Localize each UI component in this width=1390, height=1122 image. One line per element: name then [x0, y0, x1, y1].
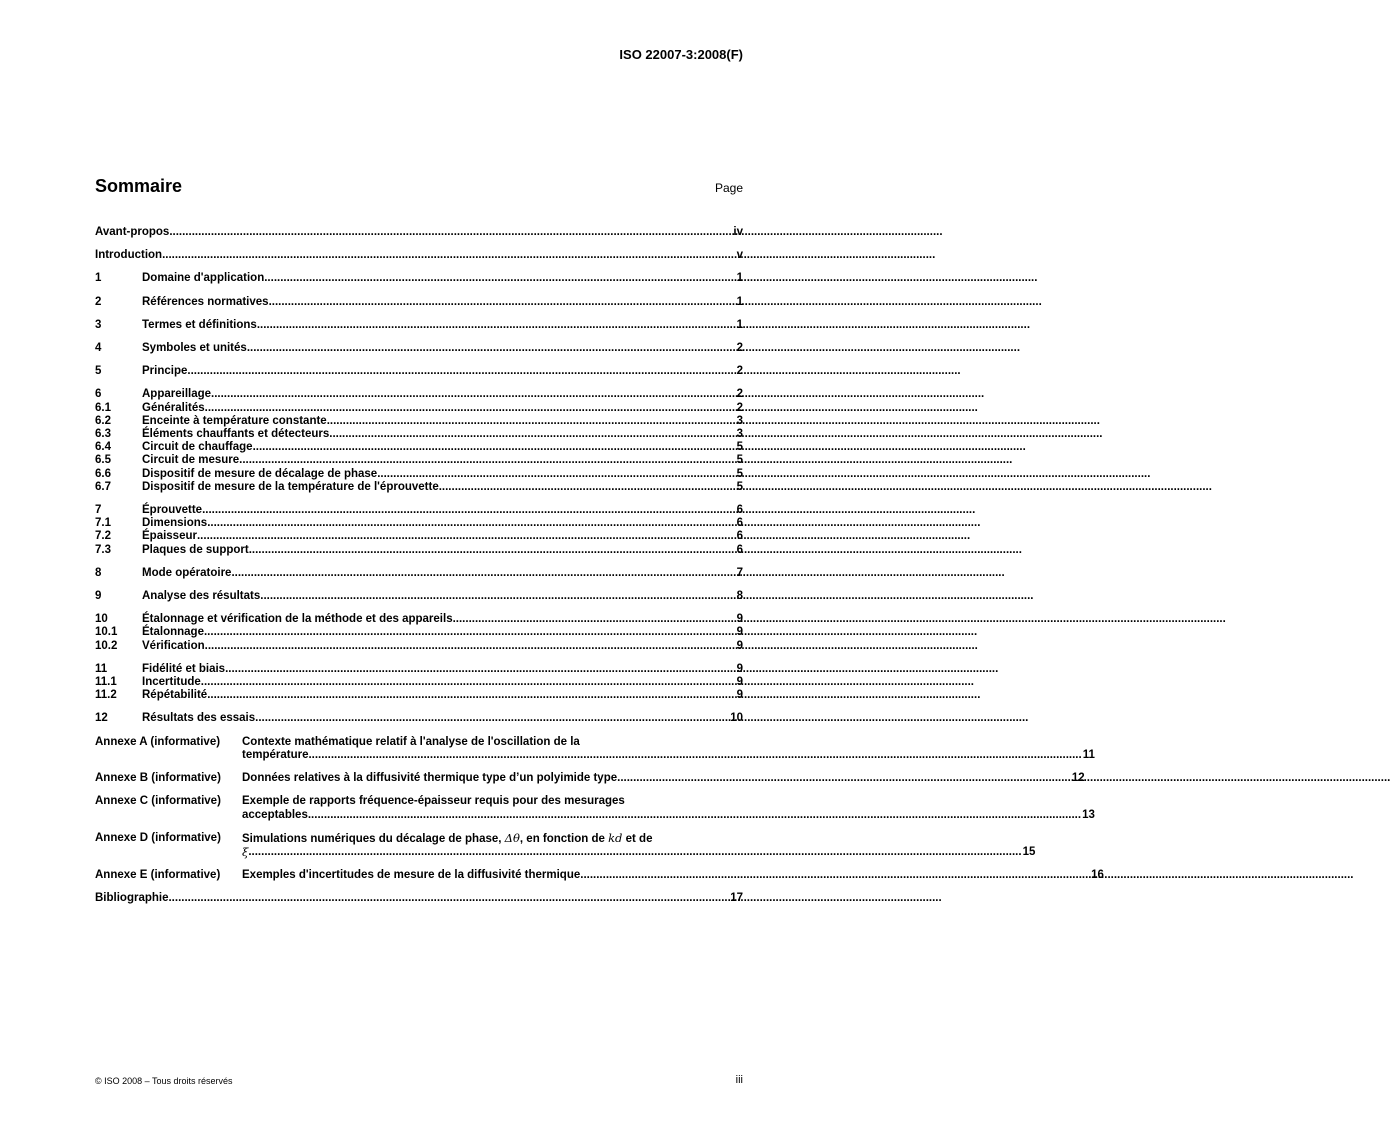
table-of-contents — [95, 226, 1104, 916]
toc-leader-dots — [249, 544, 736, 557]
toc-leader-dots — [162, 249, 736, 262]
toc-group — [95, 319, 743, 332]
toc-leader-dots — [207, 689, 735, 702]
toc-leader-dots — [617, 772, 1071, 785]
toc-entry-fill — [142, 454, 736, 467]
toc-annex-group — [95, 735, 1095, 762]
toc-entry-label: Bibliographie — [95, 892, 169, 905]
toc-entry-page: v — [736, 249, 743, 262]
toc-entry-fill — [142, 663, 736, 676]
toc-annex-group — [95, 830, 1036, 859]
toc-entry[interactable] — [95, 468, 743, 481]
toc-entry[interactable] — [95, 613, 743, 626]
toc-entry-label: Dispositif de mesure de la température de l'éprouvette — [142, 480, 439, 493]
toc-entry-number: 4 — [95, 342, 102, 355]
annex-lead — [95, 795, 242, 808]
toc-annex-entry[interactable] — [95, 869, 1104, 882]
toc-entry-page: 9 — [736, 689, 743, 702]
toc-entry-label: Introduction — [95, 249, 163, 262]
toc-entry-page: 9 — [736, 639, 743, 652]
annex-title: Exemples d'incertitudes de mesure de la diffusivité thermique — [242, 869, 581, 882]
annex-title-line1 — [242, 772, 1085, 785]
annex-body — [242, 869, 1104, 882]
toc-entry-page: 5 — [736, 441, 743, 454]
toc-entry-label: Dispositif de mesure de décalage de phase — [142, 467, 378, 480]
toc-leader-dots — [247, 342, 736, 355]
toc-entry-fill — [142, 296, 736, 309]
toc-leader-dots — [231, 567, 735, 580]
toc-entry[interactable] — [95, 530, 743, 543]
toc-entry-label: Répétabilité — [142, 689, 208, 702]
toc-entry-page: 8 — [736, 590, 743, 603]
toc-entry-page: 7 — [736, 566, 743, 579]
toc-entry-number: 10.2 — [95, 639, 118, 652]
annex-kind: (informative) — [150, 869, 221, 882]
toc-entry-label: Références normatives — [142, 295, 269, 308]
toc-entry-page: 3 — [736, 414, 743, 427]
toc-entry-label: Analyse des résultats — [142, 590, 261, 603]
toc-entry[interactable] — [95, 226, 743, 239]
toc-entry-label: Domaine d'application — [142, 272, 265, 285]
toc-entry-number: 1 — [95, 272, 102, 285]
toc-entry-page: 1 — [736, 318, 743, 331]
toc-entry[interactable] — [95, 590, 743, 603]
toc-entry[interactable] — [95, 272, 743, 285]
toc-entry-label: Avant-propos — [95, 226, 170, 238]
toc-entry-label: Résultats des essais — [142, 712, 256, 725]
toc-entry-label: Épaisseur — [142, 530, 197, 543]
toc-entry-page: 9 — [736, 613, 743, 626]
toc-annex-entry[interactable] — [95, 735, 1095, 762]
annex-title-line1: Contexte mathématique relatif à l'analyse de l'oscillation de la — [242, 735, 580, 748]
toc-entry-page: 10 — [730, 712, 743, 725]
toc-leader-dots — [207, 517, 735, 530]
toc-entry-page: 2 — [736, 365, 743, 378]
toc-entry-fill — [142, 504, 736, 517]
annex-label: Annexe D — [95, 831, 149, 844]
toc-group — [95, 663, 743, 703]
toc-entry-number: 3 — [95, 318, 102, 331]
toc-entry-fill — [142, 590, 736, 603]
toc-entry-label: Incertitude — [142, 676, 201, 689]
toc-leader-dots — [255, 712, 729, 725]
toc-entry-page: 5 — [736, 480, 743, 493]
toc-entry[interactable] — [95, 415, 743, 428]
toc-entry-fill — [95, 226, 732, 239]
toc-leader-dots — [211, 388, 736, 401]
toc-entry-fill — [142, 272, 736, 285]
annex-title-line2 — [242, 809, 1095, 822]
toc-annex-entry[interactable] — [95, 772, 1085, 785]
toc-entry-bibliography[interactable] — [95, 892, 743, 905]
toc-leader-dots — [205, 402, 736, 415]
toc-entry-page: 13 — [1082, 808, 1095, 821]
annex-title-cont: température — [242, 748, 309, 761]
annex-title-part: Simulations numériques du décalage de phase, — [242, 832, 502, 845]
toc-group — [95, 342, 743, 355]
footer-page-number: iii — [735, 1074, 743, 1086]
toc-entry-page: 9 — [736, 676, 743, 689]
toc-entry-fill — [142, 428, 736, 441]
toc-entry-number: 6.2 — [95, 414, 111, 427]
toc-entry-fill — [142, 640, 736, 653]
toc-entry-number: 11.2 — [95, 689, 117, 702]
toc-group — [95, 567, 743, 580]
annex-body — [242, 795, 1095, 821]
toc-entry[interactable] — [95, 626, 743, 639]
annex-lead — [95, 772, 242, 785]
document-id: ISO 22007-3:2008(F) — [619, 47, 743, 62]
toc-entry[interactable] — [95, 365, 743, 378]
toc-entry-number: 6.6 — [95, 467, 111, 480]
toc-entry-page: 3 — [736, 428, 743, 441]
page-title: Sommaire — [95, 176, 183, 196]
toc-entry-number: 6.4 — [95, 441, 111, 454]
annex-lead — [95, 736, 242, 749]
toc-leader-dots — [253, 441, 736, 454]
toc-entry-number: 10.1 — [95, 626, 118, 639]
toc-entry[interactable] — [95, 517, 743, 530]
toc-entry-fill — [95, 892, 729, 905]
toc-entry-label: Éprouvette — [142, 504, 203, 517]
toc-entry-fill — [142, 468, 736, 481]
toc-entry-fill — [142, 441, 736, 454]
toc-entry-fill — [142, 712, 729, 725]
toc-group — [95, 226, 743, 239]
toc-entry-label: Symboles et unités — [142, 342, 247, 355]
toc-entry-number: 7.2 — [95, 530, 111, 543]
toc-entry-number: 6.1 — [95, 401, 111, 414]
toc-entry-number: 11.1 — [95, 676, 117, 689]
toc-entry-label: Éléments chauffants et détecteurs — [142, 428, 330, 441]
toc-group — [95, 272, 743, 285]
annex-body — [242, 736, 1095, 762]
toc-entry-label: Principe — [142, 365, 188, 378]
toc-entry[interactable] — [95, 342, 743, 355]
toc-entry-fill — [142, 613, 736, 626]
toc-leader-dots — [439, 481, 736, 494]
toc-entry[interactable] — [95, 319, 743, 332]
toc-title-row — [95, 176, 743, 197]
toc-group — [95, 296, 743, 309]
toc-group — [95, 388, 743, 494]
toc-entry-page: 15 — [1022, 845, 1036, 858]
toc-entry-number: 8 — [95, 566, 102, 579]
toc-entry[interactable] — [95, 676, 743, 689]
toc-entry-label: Enceinte à température constante — [142, 414, 327, 427]
toc-entry-page: 1 — [736, 295, 743, 308]
toc-entry[interactable] — [95, 249, 743, 262]
toc-entry[interactable] — [95, 481, 743, 494]
toc-entry-fill — [142, 626, 736, 639]
toc-group — [95, 249, 743, 262]
toc-entry-fill — [142, 530, 736, 543]
toc-entry-page: 6 — [736, 504, 743, 517]
toc-entry[interactable] — [95, 441, 743, 454]
toc-entry[interactable] — [95, 428, 743, 441]
toc-entry[interactable] — [95, 663, 743, 676]
toc-entry-fill — [142, 319, 736, 332]
toc-entry-label: Termes et définitions — [142, 318, 257, 331]
annex-title: Données relatives à la diffusivité thermique type d’un polyimide type — [242, 772, 618, 785]
toc-entry-fill — [142, 517, 736, 530]
toc-entry-fill — [142, 402, 736, 415]
toc-leader-dots — [327, 415, 736, 428]
toc-entry-fill — [142, 415, 736, 428]
annex-title-line1 — [242, 832, 1035, 846]
toc-annex-entry[interactable] — [95, 795, 1095, 821]
toc-leader-dots — [308, 809, 1081, 822]
toc-entry[interactable] — [95, 454, 743, 467]
symbol-xi: ξ — [242, 844, 249, 859]
annex-body — [242, 832, 1035, 859]
toc-entry-label: Dimensions — [142, 517, 208, 530]
toc-entry[interactable] — [95, 296, 743, 309]
toc-entry-label: Mode opératoire — [142, 566, 232, 579]
toc-entry-label: Étalonnage et vérification de la méthode et des appareils — [142, 613, 453, 626]
toc-entry-fill — [142, 388, 736, 401]
toc-entry-page: 5 — [736, 467, 743, 480]
toc-entry-page: iv — [733, 226, 743, 238]
toc-leader-dots — [308, 749, 1081, 762]
toc-leader-dots — [257, 319, 736, 332]
toc-leader-dots — [329, 428, 735, 441]
toc-leader-dots — [187, 365, 735, 378]
toc-group — [95, 613, 743, 653]
toc-entry-page: 17 — [730, 892, 743, 905]
annex-kind: (informative) — [150, 735, 221, 748]
toc-leader-dots — [580, 869, 1090, 882]
toc-entry-number: 5 — [95, 365, 102, 378]
toc-entry-fill — [95, 249, 736, 262]
toc-leader-dots — [260, 590, 735, 603]
toc-group — [95, 590, 743, 603]
toc-leader-dots — [204, 626, 736, 639]
toc-entry-fill — [142, 544, 736, 557]
toc-entry-number: 12 — [95, 712, 108, 725]
toc-entry-page: 5 — [736, 454, 743, 467]
toc-entry-page: 9 — [736, 662, 743, 675]
toc-entry-page: 1 — [736, 272, 743, 285]
toc-leader-dots — [269, 296, 736, 309]
toc-entry-label: Fidélité et biais — [142, 662, 226, 675]
annex-kind: (informative) — [151, 795, 221, 808]
toc-entry-page: 16 — [1091, 869, 1104, 882]
toc-leader-dots — [169, 226, 732, 239]
toc-annex-group — [95, 772, 1085, 785]
annex-body — [242, 772, 1085, 785]
toc-entry-fill — [142, 676, 736, 689]
page-column-label: Page — [714, 181, 743, 195]
toc-entry-page: 2 — [736, 388, 743, 401]
toc-entry-label: Généralités — [142, 401, 205, 414]
toc-entry[interactable] — [95, 640, 743, 653]
toc-entry-fill — [142, 689, 736, 702]
toc-leader-dots — [201, 676, 736, 689]
toc-entry-label: Circuit de mesure — [142, 454, 240, 467]
annex-title-line2 — [242, 749, 1095, 762]
toc-leader-dots — [453, 613, 736, 626]
toc-leader-dots — [202, 504, 736, 517]
toc-annex-entry[interactable] — [95, 830, 1036, 859]
annex-label: Annexe B — [95, 772, 149, 785]
annex-title-cont: acceptables — [242, 808, 308, 821]
annex-label: Annexe C — [95, 795, 149, 808]
toc-entry-number: 7.1 — [95, 517, 111, 530]
toc-entry-page: 11 — [1082, 748, 1095, 761]
toc-entry[interactable] — [95, 689, 743, 702]
toc-entry-label: Vérification — [142, 639, 205, 652]
toc-group — [95, 504, 743, 557]
toc-entry-page: 12 — [1071, 772, 1085, 785]
toc-entry[interactable] — [95, 544, 743, 557]
annex-kind: (informative) — [151, 772, 221, 785]
toc-entry-page: 6 — [736, 530, 743, 543]
toc-leader-dots — [168, 892, 729, 905]
toc-leader-dots — [205, 640, 736, 653]
toc-entry-fill — [142, 481, 736, 494]
toc-entry-number: 2 — [95, 295, 102, 308]
toc-entry-page: 6 — [736, 543, 743, 556]
toc-entry-fill — [142, 365, 736, 378]
toc-entry[interactable] — [95, 388, 743, 401]
toc-entry-fill — [142, 342, 736, 355]
toc-entry-number: 6.7 — [95, 480, 111, 493]
toc-entry-number: 11 — [95, 662, 108, 675]
toc-entry-label: Circuit de chauffage — [142, 441, 253, 454]
annex-title-line1: Exemple de rapports fréquence-épaisseur requis pour des mesurages — [242, 795, 625, 808]
toc-entry[interactable] — [95, 712, 743, 725]
toc-bibliography-group — [95, 892, 743, 905]
toc-entry-page: 2 — [736, 342, 743, 355]
toc-entry-fill — [142, 567, 736, 580]
toc-entry-page: 6 — [736, 517, 743, 530]
toc-entry-number: 9 — [95, 590, 102, 603]
toc-entry-label: Appareillage — [142, 388, 212, 401]
annex-title-line1 — [242, 869, 1104, 882]
toc-entry-number: 7 — [95, 504, 102, 517]
toc-entry-number: 6.5 — [95, 454, 111, 467]
toc-leader-dots — [248, 846, 1021, 859]
toc-entry-number: 6.3 — [95, 428, 111, 441]
toc-entry[interactable] — [95, 504, 743, 517]
toc-entry-page: 2 — [736, 401, 743, 414]
annex-label: Annexe A — [95, 735, 148, 748]
toc-entry-number: 7.3 — [95, 543, 111, 556]
symbol-kd: kd — [608, 830, 623, 845]
annex-lead — [95, 832, 242, 845]
toc-entry-number: 6 — [95, 388, 102, 401]
toc-entry[interactable] — [95, 402, 743, 415]
toc-annex-group — [95, 795, 1095, 821]
toc-group — [95, 365, 743, 378]
annex-title-line2 — [242, 846, 1035, 859]
annex-kind: (informative) — [151, 831, 221, 844]
toc-leader-dots — [239, 454, 735, 467]
annex-lead — [95, 869, 242, 882]
toc-entry-number: 10 — [95, 613, 108, 626]
symbol-delta-theta: Δθ — [504, 830, 520, 845]
toc-entry-label: Étalonnage — [142, 626, 204, 639]
toc-entry-label: Plaques de support — [142, 543, 249, 556]
annex-title-part: et de — [625, 832, 653, 845]
toc-leader-dots — [377, 468, 735, 481]
toc-entry[interactable] — [95, 567, 743, 580]
toc-entry-page: 9 — [736, 626, 743, 639]
toc-leader-dots — [264, 272, 735, 285]
toc-group — [95, 712, 743, 725]
toc-annex-group — [95, 869, 1104, 882]
toc-leader-dots — [225, 663, 736, 676]
footer-copyright: © ISO 2008 – Tous droits réservés — [95, 1076, 233, 1086]
toc-leader-dots — [197, 530, 736, 543]
annex-title-part: , en fonction de — [519, 832, 605, 845]
annex-label: Annexe E — [95, 869, 148, 882]
